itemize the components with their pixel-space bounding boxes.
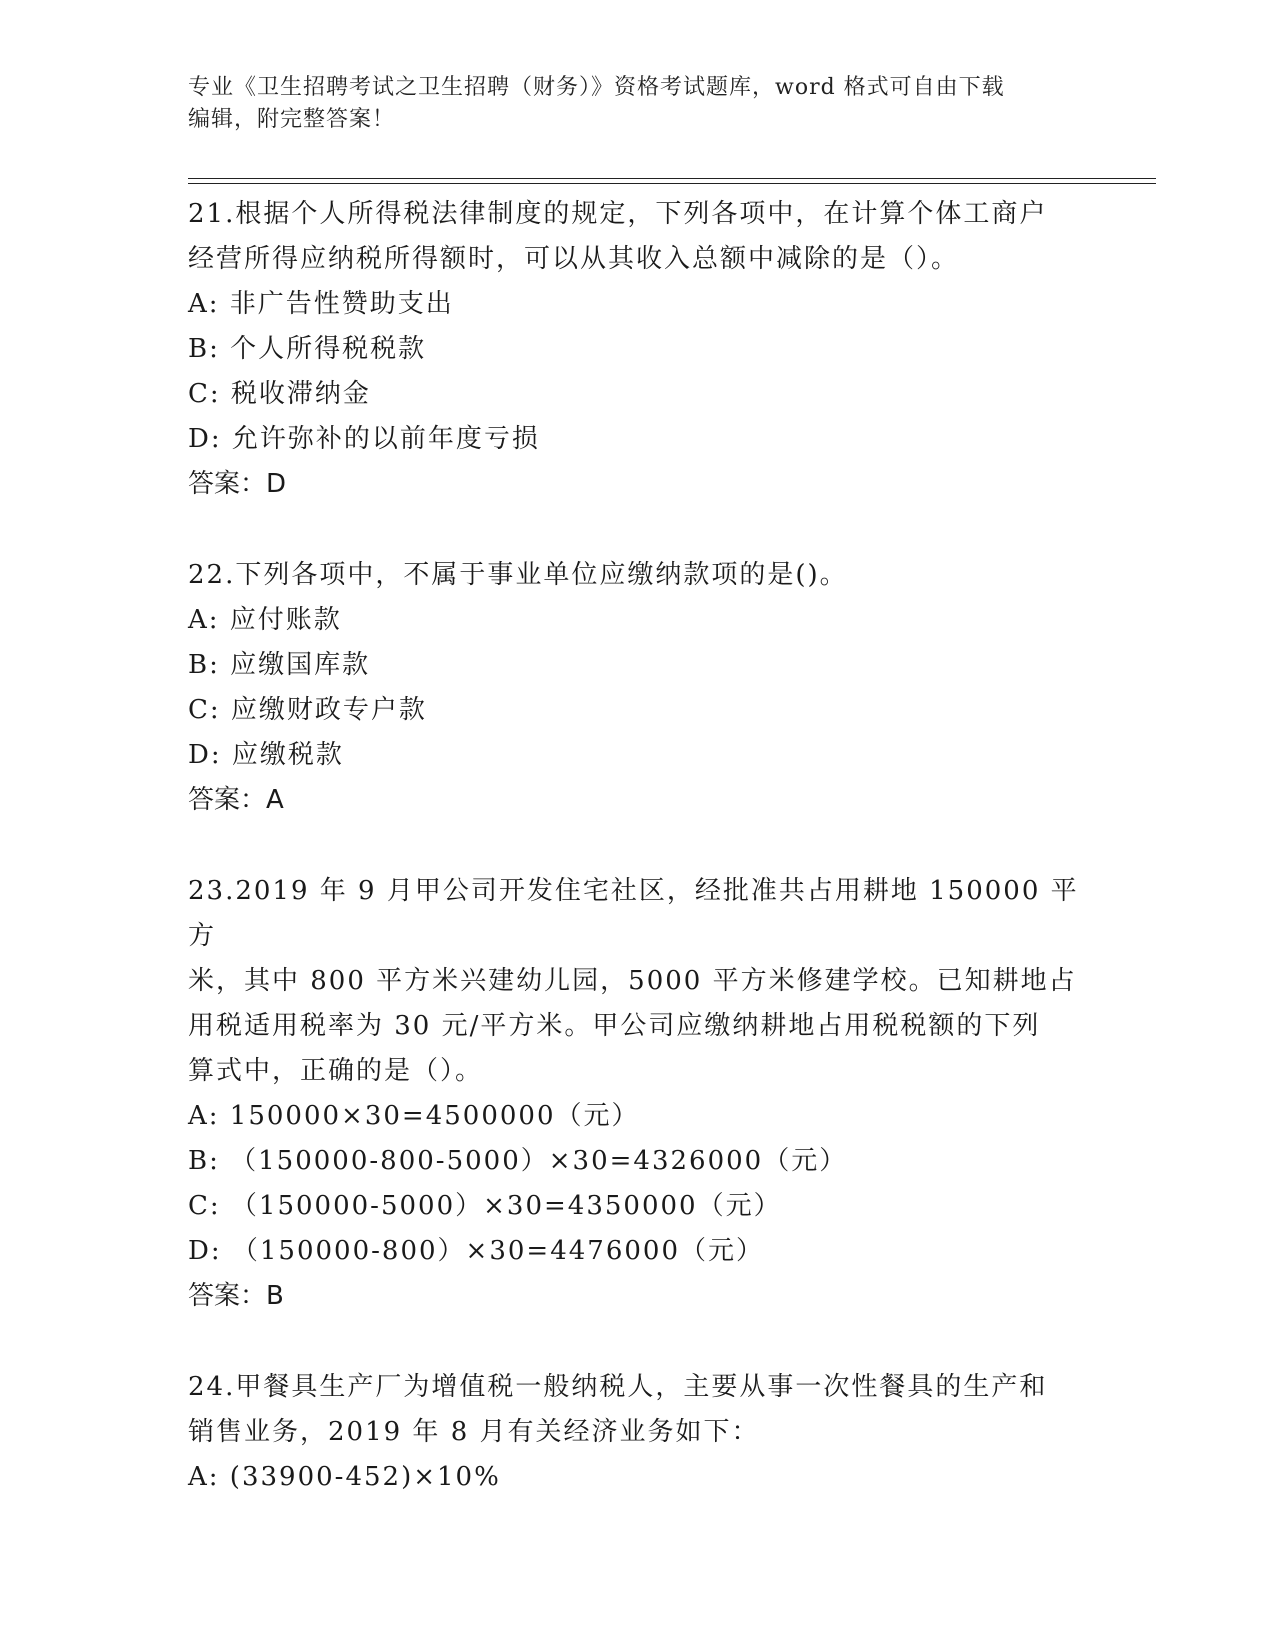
- document-header: [188, 72, 1088, 136]
- answer-option: A: (33900-452)×10%: [188, 1462, 501, 1492]
- answer-key: 答案：B: [188, 1281, 284, 1311]
- question-item: [188, 553, 1088, 823]
- question-stem-line: 算式中，正确的是（）。: [188, 1056, 484, 1086]
- header-line-2: 编辑，附完整答案！: [188, 107, 396, 132]
- answer-option: A: 非广告性赞助支出: [188, 289, 454, 319]
- header-divider-bottom: [188, 183, 1156, 184]
- answer-option: D: 允许弥补的以前年度亏损: [188, 424, 540, 454]
- question-stem-line: 经营所得应纳税所得额时，可以从其收入总额中减除的是（）。: [188, 244, 960, 274]
- answer-key: 答案：D: [188, 469, 287, 499]
- question-stem-line: 23.2019 年 9 月甲公司开发住宅社区，经批准共占用耕地 150000 平方: [188, 876, 1079, 951]
- question-item: [188, 192, 1088, 507]
- answer-option: B: 应缴国库款: [188, 650, 371, 680]
- question-stem-line: 米，其中 800 平方米兴建幼儿园，5000 平方米修建学校。已知耕地占: [188, 966, 1077, 996]
- question-list: [188, 192, 1088, 1500]
- question-stem-line: 销售业务，2019 年 8 月有关经济业务如下：: [188, 1417, 760, 1447]
- answer-option: A: 150000×30=4500000（元）: [188, 1101, 640, 1131]
- answer-option: A: 应付账款: [188, 605, 342, 635]
- header-line-1: 专业《卫生招聘考试之卫生招聘（财务）》资格考试题库，word 格式可自由下载: [188, 75, 1005, 100]
- answer-option: B: （150000-800-5000）×30=4326000（元）: [188, 1146, 848, 1176]
- header-divider-top: [188, 178, 1156, 179]
- question-item: [188, 869, 1088, 1319]
- question-stem-line: 用税适用税率为 30 元/平方米。甲公司应缴纳耕地占用税税额的下列: [188, 1011, 1041, 1041]
- answer-key: 答案：A: [188, 785, 284, 815]
- answer-option: C: （150000-5000）×30=4350000（元）: [188, 1191, 782, 1221]
- answer-option: D: （150000-800）×30=4476000（元）: [188, 1236, 764, 1266]
- answer-option: D: 应缴税款: [188, 740, 344, 770]
- question-stem-line: 22.下列各项中，不属于事业单位应缴纳款项的是()。: [188, 560, 848, 590]
- question-stem-line: 24.甲餐具生产厂为增值税一般纳税人，主要从事一次性餐具的生产和: [188, 1372, 1048, 1402]
- question-item: [188, 1365, 1088, 1500]
- answer-option: B: 个人所得税税款: [188, 334, 427, 364]
- question-stem-line: 21.根据个人所得税法律制度的规定，下列各项中，在计算个体工商户: [188, 199, 1048, 229]
- answer-option: C: 税收滞纳金: [188, 379, 371, 409]
- answer-option: C: 应缴财政专户款: [188, 695, 427, 725]
